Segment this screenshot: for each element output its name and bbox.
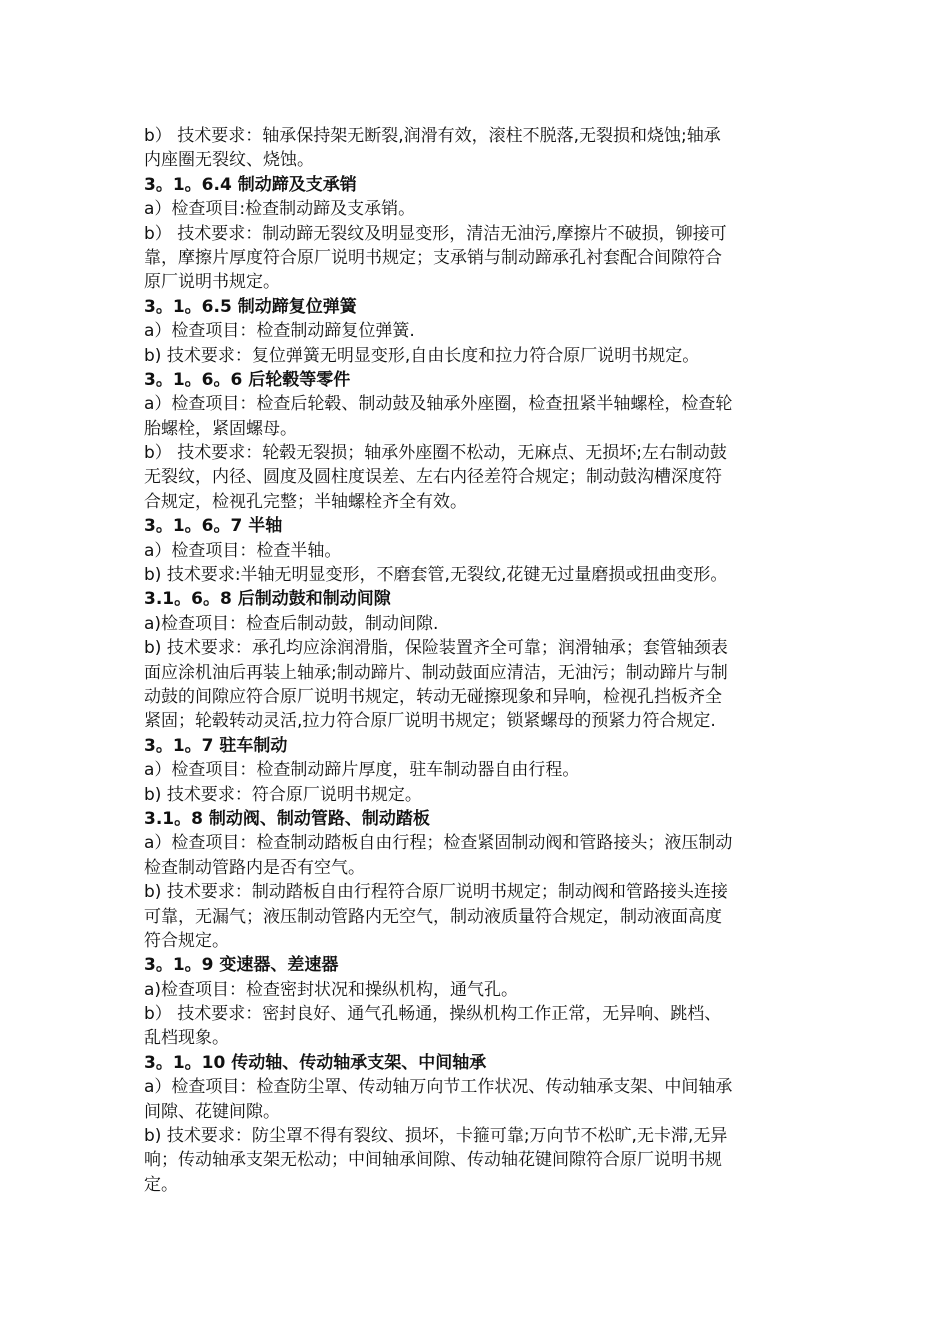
paragraph-line: 面应涂机油后再装上轴承;制动蹄片、制动鼓面应清洁，无油污；制动蹄片与制 (144, 662, 728, 683)
paragraph-line: a）检查项目：检查后轮毂、制动鼓及轴承外座圈，检查扭紧半轴螺栓，检查轮 (144, 394, 733, 415)
paragraph-line: 定。 (144, 1174, 178, 1195)
paragraph-line: 动鼓的间隙应符合原厂说明书规定，转动无碰擦现象和异响，检视孔挡板齐全 (144, 686, 722, 707)
paragraph-line: a）检查项目：检查制动蹄复位弹簧. (144, 321, 415, 342)
paragraph-line: b） 技术要求：制动蹄无裂纹及明显变形，清洁无油污,摩擦片不破损，铆接可 (144, 223, 727, 244)
section-heading: 3。1。6.5 制动蹄复位弹簧 (144, 296, 357, 317)
document-page (144, 124, 810, 1197)
paragraph-line: 可靠，无漏气；液压制动管路内无空气，制动液质量符合规定，制动液面高度 (144, 906, 722, 927)
paragraph-line: 间隙、花键间隙。 (144, 1101, 280, 1122)
paragraph-line: a）检查项目:检查制动蹄及支承销。 (144, 199, 416, 220)
paragraph-line: 原厂说明书规定。 (144, 272, 280, 293)
paragraph-line: a）检查项目：检查半轴。 (144, 540, 342, 561)
paragraph-line: b) 技术要求：复位弹簧无明显变形,自由长度和拉力符合原厂说明书规定。 (144, 345, 700, 366)
section-heading: 3。1。9 变速器、差速器 (144, 955, 339, 976)
paragraph-line: 紧固；轮毂转动灵活,拉力符合原厂说明书规定；锁紧螺母的预紧力符合规定. (144, 711, 716, 732)
paragraph-line: b) 技术要求：符合原厂说明书规定。 (144, 784, 422, 805)
section-heading: 3。1。7 驻车制动 (144, 735, 288, 756)
section-heading: 3.1。6。8 后制动鼓和制动间隙 (144, 589, 391, 610)
paragraph-line: b) 技术要求：承孔均应涂润滑脂，保险装置齐全可靠；润滑轴承；套管轴颈表 (144, 638, 728, 659)
paragraph-line: b) 技术要求：制动踏板自由行程符合原厂说明书规定；制动阀和管路接头连接 (144, 882, 728, 903)
paragraph-line: 合规定，检视孔完整；半轴螺栓齐全有效。 (144, 491, 467, 512)
paragraph-line: 内座圈无裂纹、烧蚀。 (144, 150, 314, 171)
paragraph-line: b) 技术要求：防尘罩不得有裂纹、损坏，卡箍可靠;万向节不松旷,无卡滞,无异 (144, 1126, 728, 1147)
paragraph-line: 符合规定。 (144, 930, 229, 951)
paragraph-line: 靠，摩擦片厚度符合原厂说明书规定；支承销与制动蹄承孔衬套配合间隙符合 (144, 247, 722, 268)
section-heading: 3。1。6。6 后轮毂等零件 (144, 369, 351, 390)
section-heading: 3。1。6.4 制动蹄及支承销 (144, 174, 357, 195)
paragraph-line: b） 技术要求：轮毂无裂损；轴承外座圈不松动，无麻点、无损坏;左右制动鼓 (144, 443, 727, 464)
paragraph-line: b) 技术要求:半轴无明显变形，不磨套管,无裂纹,花键无过量磨损或扭曲变形。 (144, 565, 728, 586)
paragraph-line: b） 技术要求：密封良好、通气孔畅通，操纵机构工作正常，无异响、跳档、 (144, 1004, 722, 1025)
paragraph-line: b） 技术要求：轴承保持架无断裂,润滑有效，滚柱不脱落,无裂损和烧蚀;轴承 (144, 126, 721, 146)
paragraph-line: 检查制动管路内是否有空气。 (144, 857, 365, 878)
paragraph-line: a)检查项目：检查密封状况和操纵机构，通气孔。 (144, 979, 519, 1000)
section-heading: 3。1。6。7 半轴 (144, 516, 283, 537)
paragraph-line: a）检查项目：检查制动踏板自由行程；检查紧固制动阀和管路接头；液压制动 (144, 833, 733, 854)
paragraph-line: 乱档现象。 (144, 1028, 229, 1049)
section-heading: 3。1。10 传动轴、传动轴承支架、中间轴承 (144, 1052, 487, 1073)
paragraph-line: 胎螺栓，紧固螺母。 (144, 418, 297, 439)
section-heading: 3.1。8 制动阀、制动管路、制动踏板 (144, 808, 430, 829)
paragraph-line: 响；传动轴承支架无松动；中间轴承间隙、传动轴花键间隙符合原厂说明书规 (144, 1150, 722, 1171)
paragraph-line: a）检查项目：检查防尘罩、传动轴万向节工作状况、传动轴承支架、中间轴承 (144, 1077, 733, 1098)
paragraph-line: a）检查项目：检查制动蹄片厚度，驻车制动器自由行程。 (144, 760, 580, 781)
paragraph-line: a)检查项目：检查后制动鼓，制动间隙. (144, 613, 439, 634)
paragraph-line: 无裂纹，内径、圆度及圆柱度误差、左右内径差符合规定；制动鼓沟槽深度符 (144, 467, 722, 488)
